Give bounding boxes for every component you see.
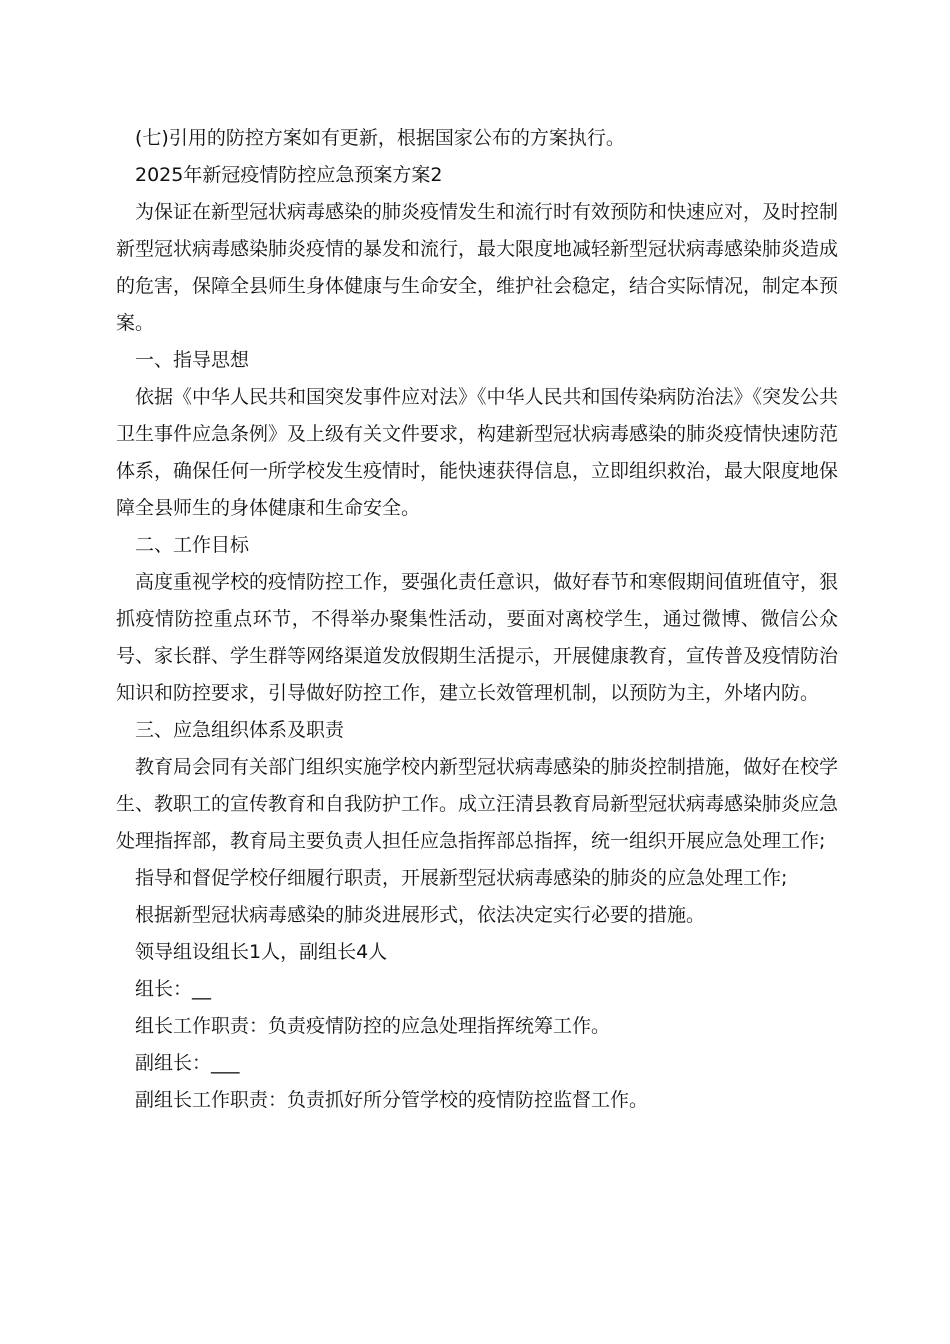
deputy-leader-field: 副组长：___ [135,1052,240,1074]
group-leader-field: 组长：__ [135,978,212,1000]
intro-paragraph: 为保证在新型冠状病毒感染的肺炎疫情发生和流行时有效预防和快速应对，及时控制新型冠状病毒感染肺炎疫情的暴发和流行，最大限度地减轻新型冠状病毒感染肺炎造成的危害，保障全县师生身体健康与生命安全，维护社会稳定，结合实际情况，制定本预案。 [116,201,839,334]
note-seven: (七)引用的防控方案如有更新，根据国家公布的方案执行。 [135,127,625,149]
paragraph-supervise-schools: 指导和督促学校仔细履行职责，开展新型冠状病毒感染的肺炎的应急处理工作; [135,867,788,889]
document-page [116,120,838,1119]
paragraph-work-goals: 高度重视学校的疫情防控工作，要强化责任意识，做好春节和寒假期间值班值守，狠抓疫情防控重点环节，不得举办聚集性活动，要面对离校学生，通过微博、微信公众号、家长群、学生群等网络渠道发放假期生活提示，开展健康教育，宣传普及疫情防治知识和防控要求，引导做好防控工作，建立长效管理机制，以预防为主，外堵内防。 [116,571,839,704]
paragraph-guiding-ideology: 依据《中华人民共和国突发事件应对法》《中华人民共和国传染病防治法》《突发公共卫生事件应急条例》及上级有关文件要求，构建新型冠状病毒感染的肺炎疫情快速防范体系，确保任何一所学校发生疫情时，能快速获得信息，立即组织救治，最大限度地保障全县师生的身体健康和生命安全。 [116,386,839,519]
paragraph-necessary-measures: 根据新型冠状病毒感染的肺炎进展形式，依法决定实行必要的措施。 [135,904,706,926]
paragraph-emergency-organization: 教育局会同有关部门组织实施学校内新型冠状病毒感染的肺炎控制措施，做好在校学生、教职工的宣传教育和自我防护工作。成立汪清县教育局新型冠状病毒感染肺炎应急处理指挥部，教育局主要负责人担任应急指挥部总指挥，统一组织开展应急处理工作; [116,756,839,852]
heading-guiding-ideology: 一、指导思想 [135,349,250,371]
heading-emergency-organization: 三、应急组织体系及职责 [135,719,345,741]
group-leader-duties: 组长工作职责：负责疫情防控的应急处理指挥统筹工作。 [135,1015,611,1037]
section-title: 2025年新冠疫情防控应急预案方案2 [135,164,443,186]
paragraph-leadership-group: 领导组设组长1人，副组长4人 [135,941,388,963]
deputy-leader-duties: 副组长工作职责：负责抓好所分管学校的疫情防控监督工作。 [135,1089,649,1111]
heading-work-goals: 二、工作目标 [135,534,250,556]
